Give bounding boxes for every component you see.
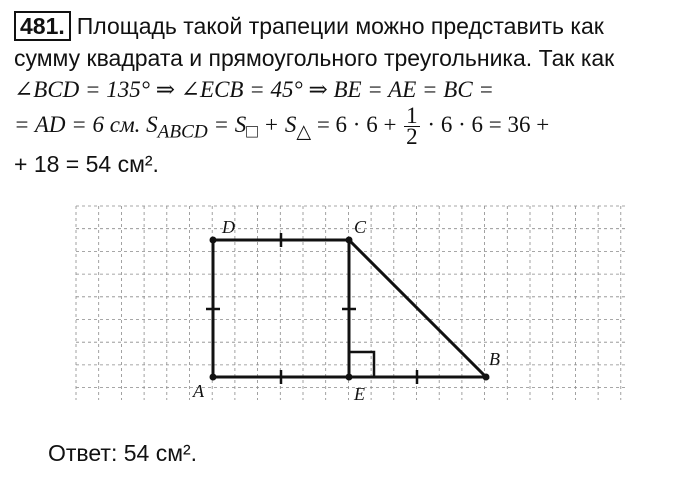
line4-post2: · 6 · 6 = 36 + bbox=[421, 111, 550, 137]
line4-sub: ABCD bbox=[157, 121, 208, 143]
text-line-3: ∠BCD = 135° ⇒ ∠ECB = 45° ⇒ BE = AE = BC = bbox=[14, 77, 494, 102]
triangle-symbol: △ bbox=[296, 121, 312, 143]
line1-text: Площадь такой трапеции можно представить как bbox=[76, 13, 604, 39]
label-b: B bbox=[489, 349, 500, 369]
text-line-5: + 18 = 54 см². bbox=[14, 151, 159, 178]
label-c: C bbox=[354, 217, 367, 237]
label-d: D bbox=[222, 217, 235, 237]
line4-post1: = 6 · 6 + bbox=[311, 111, 403, 137]
label-e: E bbox=[354, 384, 365, 404]
line4-mid: = S bbox=[207, 111, 247, 137]
frac-denominator: 2 bbox=[406, 124, 418, 149]
square-symbol: □ bbox=[246, 121, 258, 143]
label-a: A bbox=[193, 381, 204, 401]
equal-ticks bbox=[206, 233, 417, 384]
answer: Ответ: 54 см². bbox=[48, 440, 198, 466]
text-line-2: сумму квадрата и прямоугольного треугольника. Так как bbox=[14, 45, 615, 71]
grid bbox=[76, 206, 626, 400]
line4-pre: = AD = 6 см. S bbox=[14, 111, 158, 137]
frac-numerator: 1 bbox=[406, 103, 418, 128]
line4-mid2: + S bbox=[257, 111, 297, 137]
problem-number: 481. bbox=[14, 11, 71, 41]
